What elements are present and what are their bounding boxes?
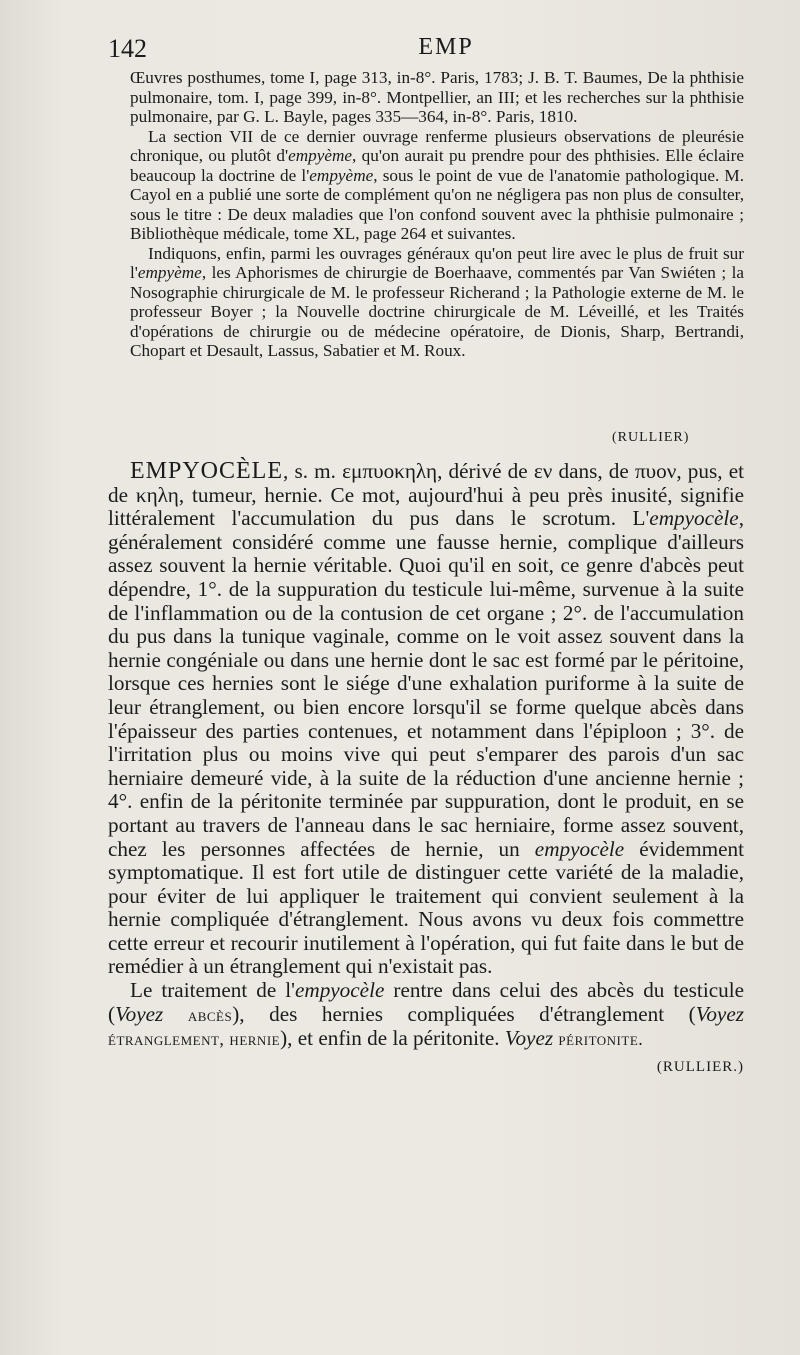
paragraph-text: ), et enfin de la péritonite. xyxy=(280,1026,505,1051)
paragraph-text: , sous le point de vue de l'anatomie pathologique. M. Cayol en a publié une sorte de complément qu'on ne négligera pas non plus de consulter, sous le titre : De deux maladies que l'on confond souvent avec la phthisie pulmonaire ; Bibliothèque médicale, tome XL, page 264 et suivantes. xyxy=(130,165,744,243)
paragraph xyxy=(130,68,744,127)
italic-term: empyème xyxy=(288,146,352,165)
running-head: EMP xyxy=(418,34,474,60)
paragraph xyxy=(130,127,744,244)
cross-reference-label: Voyez xyxy=(115,1001,164,1026)
paragraph xyxy=(130,244,744,361)
cross-reference-label: Voyez xyxy=(695,1001,744,1026)
italic-term: empyocèle xyxy=(649,506,739,531)
headword: EMPYOCÈLE xyxy=(130,458,283,484)
cross-reference-label: Voyez xyxy=(504,1026,554,1051)
paragraph-text: , s. m. εμπυοκηλη, dérivé de εν dans, de πυον, pus, et de κηλη, tumeur, hernie. Ce mot, aujourd'hui à peu près inusité, signifie littéralement l'accumulation du pus dans le scrotum. L' xyxy=(108,459,744,531)
paragraph-text: , généralement considéré comme une fausse hernie, complique d'ailleurs assez souvent la hernie véritable. Quoi qu'il en soit, ce genre d'abcès peut dépendre, 1°. de la suppuration du testicule lui-même, survenue à la suite de l'inflammation ou de la contusion de cet organe ; 2°. de l'accumulation du pus dans la tunique vaginale, comme on le voit assez souvent dans la hernie congéniale ou dans une hernie dont le sac est formé par le péritoine, lorsque ces hernies sont le siége d'une exhalation puriforme à la suite de leur étranglement, ou bien encore lorsqu'il se forme quelque abcès dans l'épaisseur des parties contenues, et notamment dans l'épiploon ; 3°. de l'irritation plus ou moins vive qui peut s'emparer des parois d'un sac herniaire demeuré vide, à la suite de la réduction d'une ancienne hernie ; 4°. enfin de la péritonite terminée par suppuration, dont le produit, en se portant au travers de l'anneau dans le sac herniaire, forme assez souvent, chez les personnes affectées de hernie, un xyxy=(108,506,744,861)
paragraph-text: rentre dans celui des abcès du testicule ( xyxy=(108,978,744,1026)
paragraph-text: , qu'on aurait pu prendre pour des phthisies. Elle éclaire beaucoup la doctrine de l' xyxy=(130,146,744,185)
italic-term: empyème xyxy=(137,263,202,282)
paragraph-text: Œuvres posthumes, tome I, page 313, in-8°. Paris, 1783; J. B. T. Baumes, De la phthisie pulmonaire, tom. I, page 399, in-8°. Montpellier, an III; et les recherches sur la phthisie pulmonaire, par G. L. Bayle, pages 335—364, in-8°. Paris, 1810. xyxy=(130,68,744,126)
cross-reference: péritonite. xyxy=(558,1029,644,1050)
cross-reference: étranglement, hernie xyxy=(108,1029,281,1050)
italic-term: empyème xyxy=(309,165,374,185)
author-signature: (RULLIER.) xyxy=(656,1058,744,1075)
cross-reference: abcès xyxy=(187,1004,233,1025)
paragraph-text: ), des hernies compliquées d'étranglement ( xyxy=(232,1001,696,1026)
paragraph-text: Indiquons, enfin, parmi les ouvrages généraux qu'on peut lire avec le plus de fruit sur l' xyxy=(130,243,744,282)
author-signature: (RULLIER) xyxy=(612,430,690,445)
paragraph xyxy=(108,978,744,1075)
italic-term: empyocèle xyxy=(294,978,385,1003)
page-header xyxy=(108,34,784,62)
paragraph-text: évidemment symptomatique. Il est fort utile de distinguer cette variété de la maladie, pour éviter de lui appliquer le traitement qui convient seulement à la hernie compliquée d'étranglement. Nous avons vu deux fois commettre cette erreur et recourir inutilement à l'opération, qui fut faite dans le but de remédier à un étranglement qui n'existait pas. xyxy=(108,836,744,979)
paragraph-text: Le traitement de l' xyxy=(130,978,295,1003)
page-number: 142 xyxy=(108,34,147,63)
paragraph-text: , les Aphorismes de chirurgie de Boerhaave, commentés par Van Swiéten ; la Nosographie chirurgicale de M. le professeur Richerand ; la Pathologie externe de M. le professeur Boyer ; la Nouvelle doctrine chirurgicale de M. Léveillé, et les Traités d'opérations de chirurgie ou de médecine opératoire, de Dionis, Sharp, Bertrandi, Chopart et Desault, Lassus, Sabatier et M. Roux. xyxy=(130,263,744,360)
italic-term: empyocèle xyxy=(534,836,625,861)
paragraph xyxy=(108,460,744,979)
references-section xyxy=(130,68,744,361)
paragraph-text: La section VII de ce dernier ouvrage renferme plusieurs observations de pleurésie chronique, ou plutôt d' xyxy=(130,126,744,165)
empyocele-entry xyxy=(108,460,744,1079)
